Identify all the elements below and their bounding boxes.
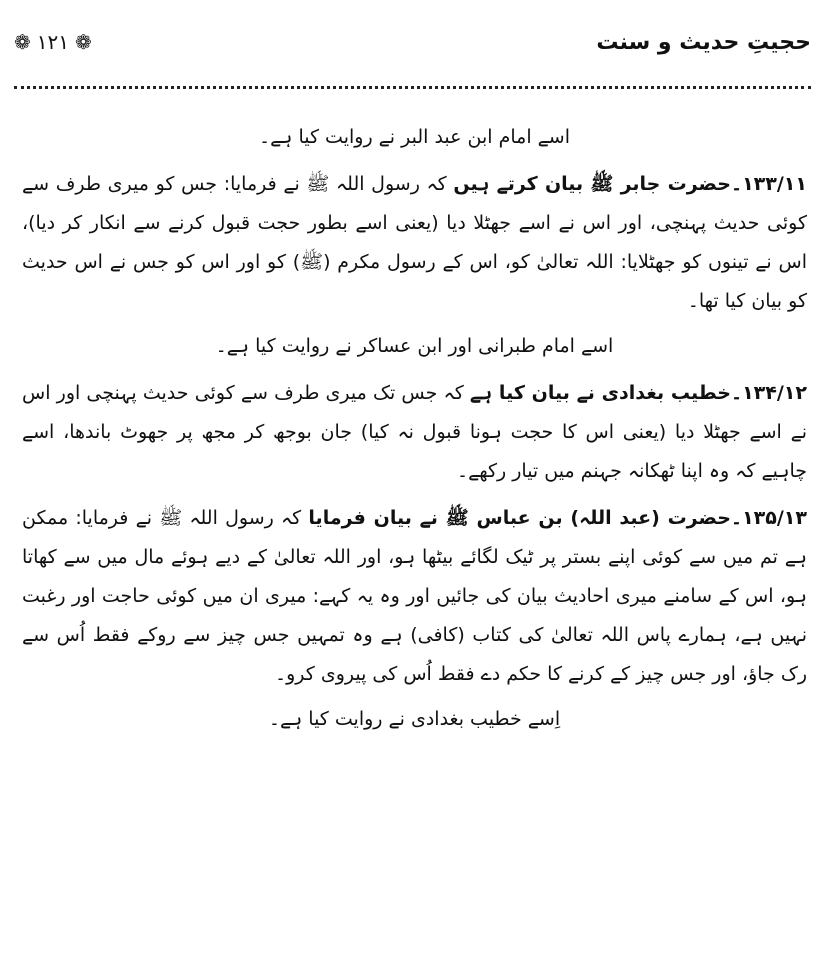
hadith-lead: حضرت جابر ﷺ بیان کرتے ہیں [453,173,731,195]
hadith-text: کہ رسول اللہ ﷺ نے فرمایا: جس کو میری طرف سے کوئی حدیث پہنچی، اور اس نے اسے جھٹلا دیا (یعنی اسے بطور حجت قبول کرنے سے انکار کر دیا)، اس نے تینوں کو جھٹلایا: اللہ تعالیٰ کو، اس کے رسول مکرم (ﷺ) کو اور اس کو جس نے اس حدیث کو بیان کیا تھا۔ [22,173,807,312]
page-number-box [14,30,92,54]
hadith-paragraph [22,374,807,491]
hadith-paragraph [22,499,807,694]
narration-text: اِسے خطیب بغدادی نے روایت کیا ہے۔ [268,708,561,730]
hadith-text: کہ رسول اللہ ﷺ نے فرمایا: ممکن ہے تم میں سے کوئی اپنے بستر پر ٹیک لگائے بیٹھا ہو، اور اللہ تعالیٰ کے دیے ہوئے مال میں سے کھاتا ہو، اس کے سامنے میری احادیث بیان کی جائیں اور وہ یہ کہے: میری ان میں کوئی حاجت اور رغبت نہیں ہے، ہمارے پاس اللہ تعالیٰ کی کتاب (کافی) ہے وہ تمہیں جس چیز سے روکے فقط اُس سے رک جاؤ، اور جس چیز کے کرنے کا حکم دے فقط اُس کی پیروی کرو۔ [22,507,807,685]
hadith-lead: حضرت (عبد اللہ) بن عباس ﷺ نے بیان فرمایا [308,507,731,529]
narration-note [22,118,807,157]
hadith-number: ۱۳۳/۱۱۔ [730,173,808,195]
page-number: ۱۲۱ [36,30,69,54]
page-header [14,26,811,70]
header-divider [14,86,811,89]
hadith-number: ۱۳۴/۱۲۔ [730,382,808,404]
narration-note [22,700,807,739]
running-title: حجیتِ حدیث و سنت [596,30,811,55]
hadith-text: کہ جس تک میری طرف سے کوئی حدیث پہنچی اور اس نے اسے جھٹلا دیا (یعنی اس کا حجت ہونا قبول نہ کیا) جان بوجھ کر مجھ پر جھوٹ باندھا، اسے چاہیے کہ وہ اپنا ٹھکانہ جہنم میں تیار رکھے۔ [22,382,807,482]
hadith-lead: خطیب بغدادی نے بیان کیا ہے [469,382,731,404]
hadith-number: ۱۳۵/۱۳۔ [730,507,807,529]
flower-ornament-icon: ❁ [75,30,92,54]
page-body [22,112,807,743]
hadith-paragraph [22,165,807,321]
narration-text: اسے امام طبرانی اور ابن عساکر نے روایت کیا ہے۔ [215,335,614,357]
flower-ornament-icon: ❁ [14,30,31,54]
narration-note [22,327,807,366]
narration-text: اسے امام ابن عبد البر نے روایت کیا ہے۔ [259,126,570,148]
